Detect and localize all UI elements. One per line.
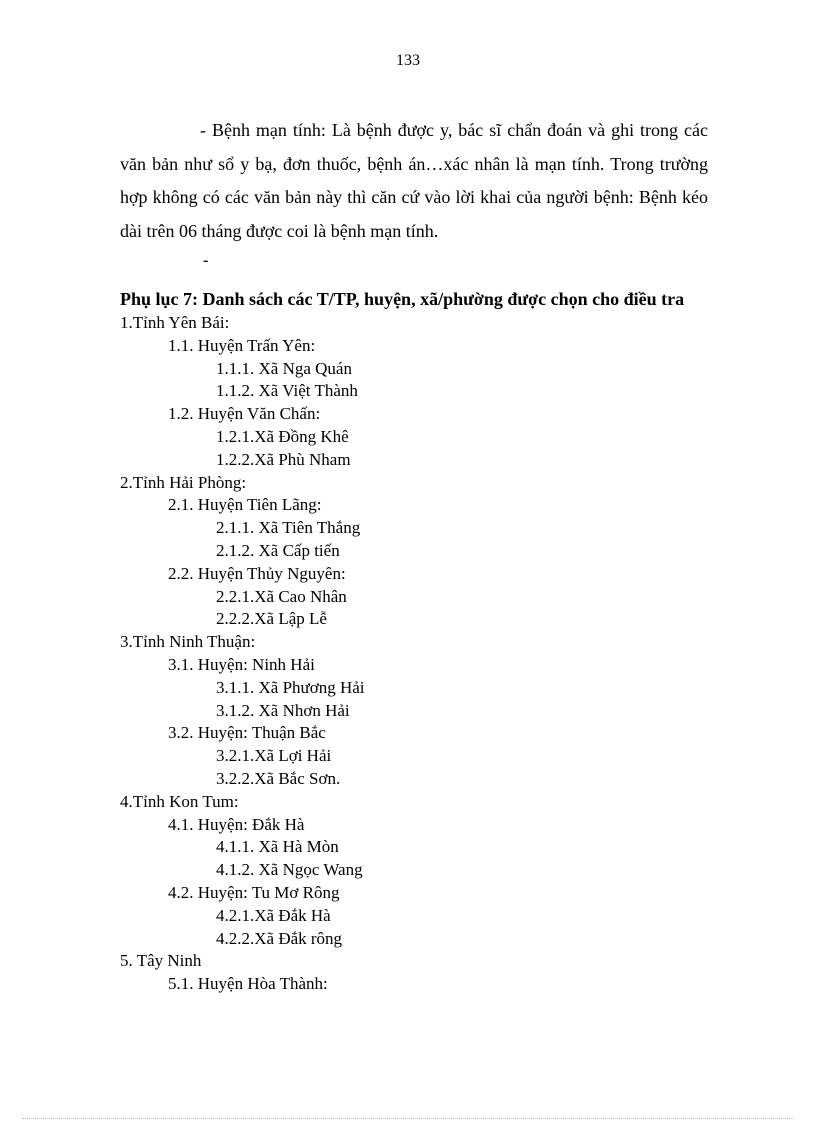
district-item: 3.1. Huyện: Ninh Hải xyxy=(168,654,315,674)
commune-item: 3.2.1.Xã Lợi Hải xyxy=(216,746,332,766)
district-item: 2.1. Huyện Tiên Lãng: xyxy=(168,495,322,515)
district-item: 4.2. Huyện: Tu Mơ Rông xyxy=(168,882,340,902)
commune-item: 3.1.2. Xã Nhơn Hải xyxy=(216,700,350,720)
commune-item: 2.2.2.Xã Lập Lễ xyxy=(216,609,327,629)
body-paragraph xyxy=(120,114,708,248)
location-list xyxy=(120,312,365,996)
district-item: 4.1. Huyện: Đắk Hà xyxy=(168,814,305,834)
district-item: 2.2. Huyện Thủy Nguyên: xyxy=(168,563,346,583)
commune-item: 1.1.2. Xã Việt Thành xyxy=(216,381,358,401)
province-item: 2.Tỉnh Hải Phòng: xyxy=(120,472,247,492)
commune-item: 1.2.1.Xã Đồng Khê xyxy=(216,426,349,446)
commune-item: 4.2.1.Xã Đắk Hà xyxy=(216,905,331,925)
district-item: 1.2. Huyện Văn Chấn: xyxy=(168,404,321,424)
province-item: 3.Tỉnh Ninh Thuận: xyxy=(120,632,256,652)
district-item: 1.1. Huyện Trấn Yên: xyxy=(168,335,316,355)
commune-item: 4.2.2.Xã Đắk rông xyxy=(216,928,343,948)
page-bottom-divider xyxy=(22,1118,794,1119)
commune-item: 1.2.2.Xã Phù Nham xyxy=(216,449,351,469)
province-item: 1.Tỉnh Yên Bái: xyxy=(120,313,230,332)
commune-item: 2.1.2. Xã Cấp tiến xyxy=(216,540,340,560)
commune-item: 3.2.2.Xã Bắc Sơn. xyxy=(216,768,341,788)
commune-item: 4.1.1. Xã Hà Mòn xyxy=(216,837,339,857)
district-item: 5.1. Huyện Hòa Thành: xyxy=(168,974,328,994)
page-number: 133 xyxy=(396,52,420,69)
stray-dash: - xyxy=(203,252,209,269)
commune-item: 4.1.2. Xã Ngọc Wang xyxy=(216,860,363,880)
province-item: 4.Tỉnh Kon Tum: xyxy=(120,791,239,811)
district-item: 3.2. Huyện: Thuận Bắc xyxy=(168,723,326,743)
province-item: 5. Tây Ninh xyxy=(120,951,202,971)
commune-item: 2.1.1. Xã Tiên Thắng xyxy=(216,518,361,538)
commune-item: 1.1.1. Xã Nga Quán xyxy=(216,358,352,378)
appendix-title: Phụ lục 7: Danh sách các T/TP, huyện, xã/phường được chọn cho điều tra xyxy=(120,289,685,309)
commune-item: 3.1.1. Xã Phương Hải xyxy=(216,677,365,697)
paragraph-text: - Bệnh mạn tính: Là bệnh được y, bác sĩ chẩn đoán và ghi trong các văn bản như sổ y bạ, đơn thuốc, bệnh án…xác nhân là mạn tính. Trong trường hợp không có các văn bản này thì căn cứ vào lời khai của người bệnh: Bệnh kéo dài trên 06 tháng được coi là bệnh mạn tính. xyxy=(120,120,708,241)
commune-item: 2.2.1.Xã Cao Nhân xyxy=(216,586,347,606)
